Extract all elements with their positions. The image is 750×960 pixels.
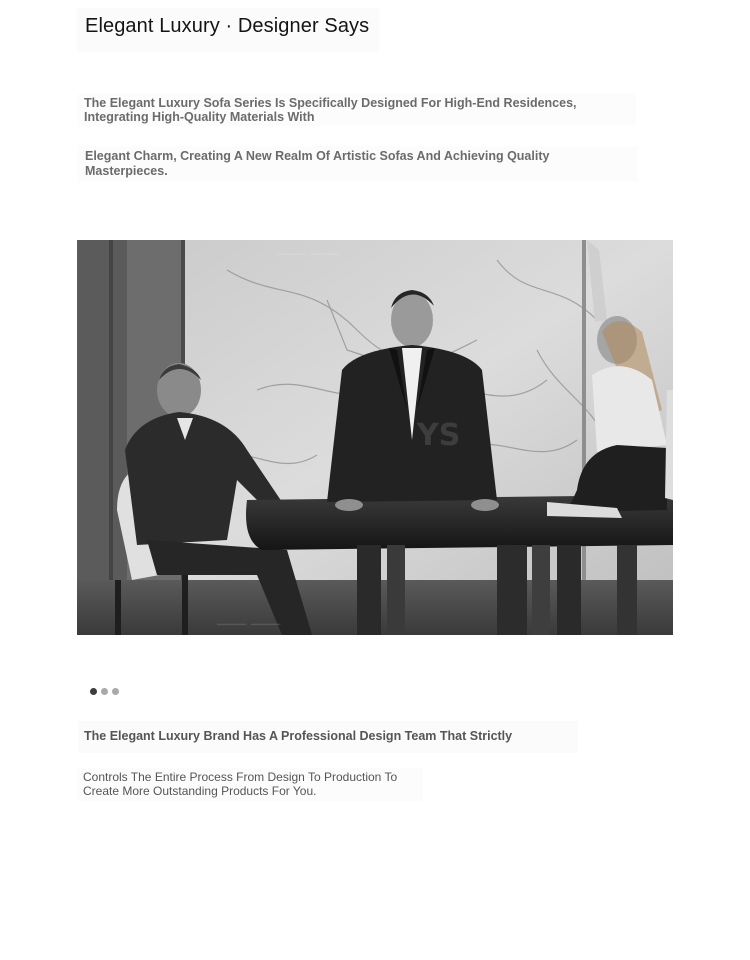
carousel-dot-3[interactable] [112, 688, 119, 695]
svg-text:─── ───: ─── ─── [277, 245, 340, 264]
svg-text:─── ───: ─── ─── [217, 615, 280, 634]
hero-image[interactable] [77, 240, 673, 635]
body-paragraph-2: Controls The Entire Process From Design To Production To Create More Outstanding Products For You. [78, 768, 423, 801]
intro-paragraph-1: The Elegant Luxury Sofa Series Is Specifically Designed For High-End Residences, Integrating High-Quality Materials With [78, 94, 636, 126]
carousel-dot-1[interactable] [90, 688, 97, 695]
svg-text:YS: YS [417, 418, 461, 453]
intro-paragraph-2: Elegant Charm, Creating A New Realm Of Artistic Sofas And Achieving Quality Masterpieces. [78, 146, 638, 182]
hero-photo [77, 240, 673, 635]
carousel-dot-2[interactable] [101, 688, 108, 695]
carousel-dots [90, 688, 119, 696]
body-paragraph-1: The Elegant Luxury Brand Has A Professional Design Team That Strictly [78, 721, 578, 753]
page-title: Elegant Luxury · Designer Says [77, 8, 379, 52]
